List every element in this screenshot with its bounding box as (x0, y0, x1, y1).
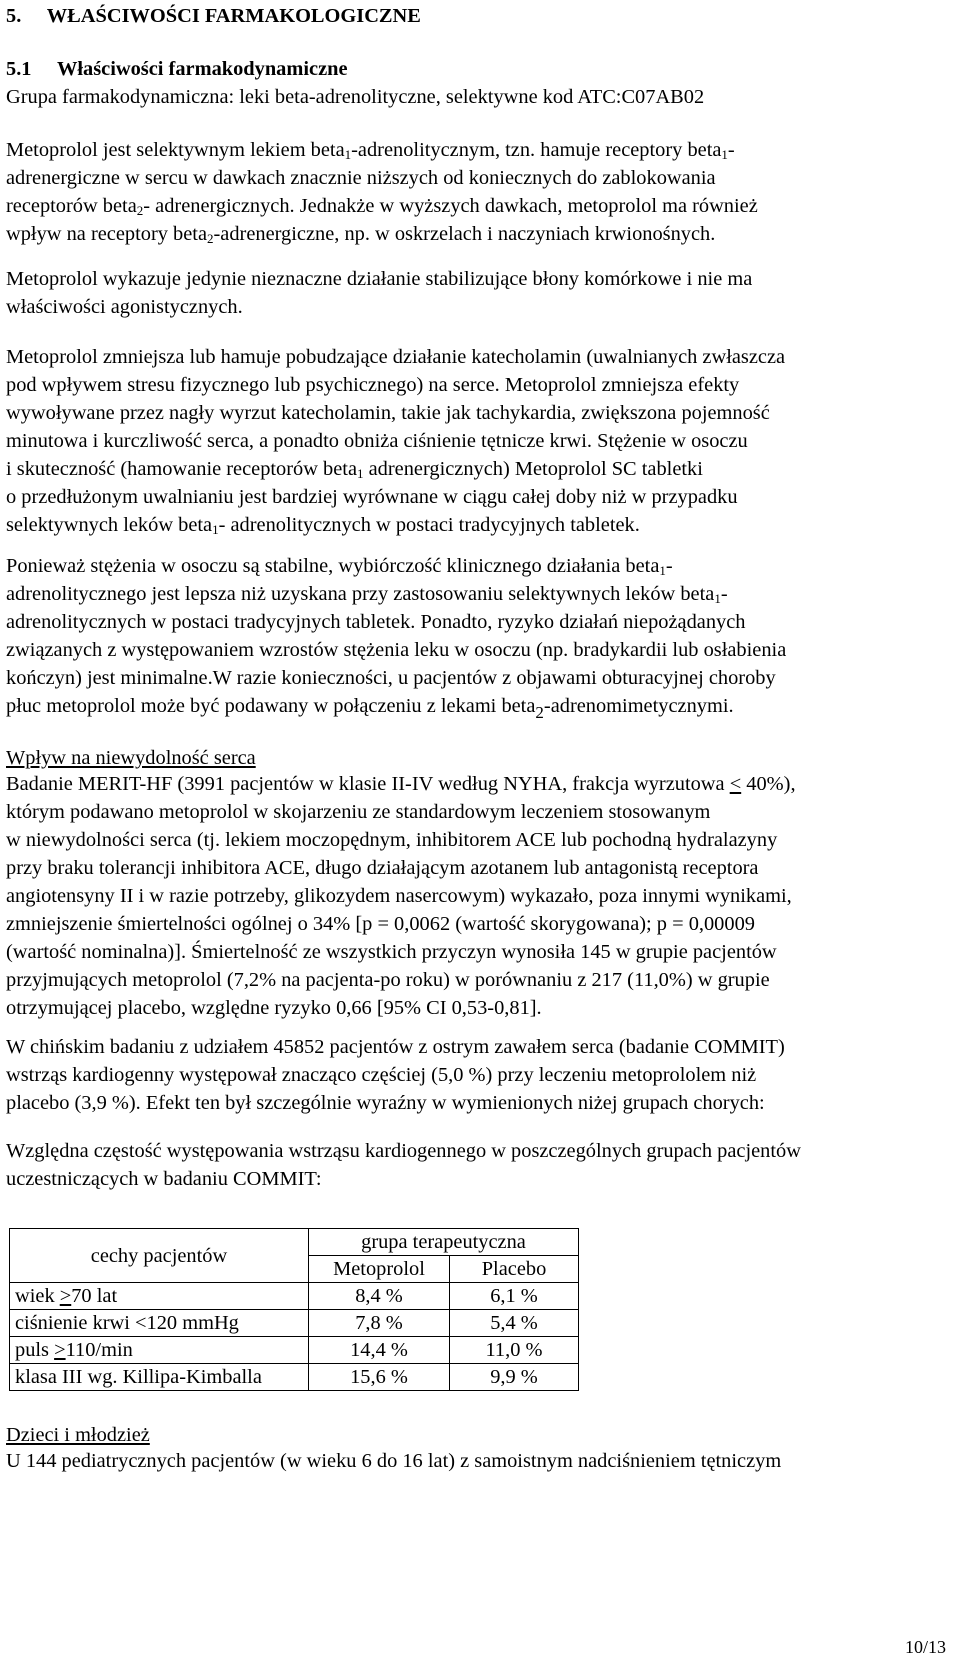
text-line: w niewydolności serca (tj. lekiem moczopędnym, inhibitorem ACE lub pochodną hydralazyny (6, 829, 778, 851)
text-line: angiotensyny II i w razie potrzeby, glikozydem nasercowym) wykazało, poza innymi wynikami, (6, 885, 792, 907)
paragraph-membrane (6, 265, 941, 321)
cell-placebo: 5,4 % (450, 1310, 579, 1337)
heart-failure-heading (6, 744, 941, 772)
cell-metoprolol: 14,4 % (309, 1337, 450, 1364)
text-line: zmniejszenie śmiertelności ogólnej o 34% [p = 0,0062 (wartość skorygowana); p = 0,00009 (6, 913, 755, 935)
table-row (10, 1337, 579, 1364)
paragraph-catecholamines (6, 343, 941, 539)
page-number: 10/13 (904, 1637, 946, 1657)
header-cell-metoprolol: Metoprolol (309, 1256, 450, 1283)
header-cell-group: grupa terapeutyczna (309, 1229, 579, 1256)
text-line: płuc metoprolol może być podawany w połączeniu z lekami beta$_2$-adrenomimetycznymi. (6, 695, 734, 722)
table-row (10, 1364, 579, 1391)
cell-placebo: 11,0 % (450, 1337, 579, 1364)
section-heading: 5. WŁAŚCIWOŚCI FARMAKOLOGICZNE (6, 5, 421, 27)
paragraph-merit-hf (6, 770, 941, 1022)
subsection-heading: 5.1 Właściwości farmakodynamiczne (6, 58, 348, 80)
shock-frequency-table (9, 1228, 579, 1391)
table-row (10, 1310, 579, 1337)
text-line: wpływ na receptory beta$_2$-adrenergiczne, np. w oskrzelach i naczyniach krwionośnych. (6, 223, 716, 246)
text-line: otrzymującej placebo, względne ryzyko 0,66 [95% CI 0,53-0,81]. (6, 997, 542, 1019)
cell-metoprolol: 8,4 % (309, 1283, 450, 1310)
text-line: którym podawano metoprolol w skojarzeniu ze standardowym leczeniem stosowanym (6, 801, 711, 823)
text-line: przyjmujących metoprolol (7,2% na pacjenta-po roku) w porównaniu z 217 (11,0%) w grupie (6, 969, 770, 991)
text-line: przy braku tolerancji inhibitora ACE, długo działającym azotanem lub antagonistą receptora (6, 857, 759, 879)
text-line: kończyn) jest minimalne.W razie konieczności, u pacjentów z objawami obturacyjnej choroby (6, 667, 776, 689)
children-heading (6, 1421, 941, 1449)
text-line: związanych z występowaniem wzrostów stężenia leku w osoczu (np. bradykardii lub osłabienia (6, 639, 787, 661)
text-line: wywoływane przez nagły wyrzut katecholamin, takie jak tachykardia, zwiększona pojemność (6, 402, 770, 424)
text-line: (wartość nominalna)]. Śmiertelność ze wszystkich przyczyn wynosiła 145 w grupie pacjentów (6, 941, 777, 963)
text-line: uczestniczących w badaniu COMMIT: (6, 1168, 322, 1190)
text-line: Grupa farmakodynamiczna: leki beta-adrenolityczne, selektywne kod ATC:C07AB02 (6, 86, 705, 108)
row-label: puls >110/min (10, 1337, 309, 1364)
cell-placebo: 9,9 % (450, 1364, 579, 1391)
text-line: adrenergiczne w sercu w dawkach znacznie niższych od koniecznych do zablokowania (6, 167, 716, 189)
cell-metoprolol: 7,8 % (309, 1310, 450, 1337)
text-line: selektywnych leków beta$_1$- adrenolitycznych w postaci tradycyjnych tabletek. (6, 514, 640, 537)
table-row (10, 1283, 579, 1310)
text-line: Względna częstość występowania wstrząsu kardiogennego w poszczególnych grupach pacjentów (6, 1140, 801, 1162)
text-line: U 144 pediatrycznych pacjentów (w wieku 6 do 16 lat) z samoistnym nadciśnieniem tętniczym (6, 1450, 782, 1472)
paragraph-table-intro (6, 1137, 941, 1193)
text-line: o przedłużonym uwalnianiu jest bardziej wyrównane w ciągu całej doby niż w przypadku (6, 486, 738, 508)
row-label: wiek >70 lat (10, 1283, 309, 1310)
row-label: klasa III wg. Killipa-Kimballa (10, 1364, 309, 1391)
text-line: Metoprolol zmniejsza lub hamuje pobudzające działanie katecholamin (uwalnianych zwłaszcza (6, 346, 786, 368)
paragraph-stability (6, 552, 941, 720)
text-line: adrenolitycznych w postaci tradycyjnych tabletek. Ponadto, ryzyko działań niepożądanych (6, 611, 746, 633)
text-line: adrenolitycznego jest lepsza niż uzyskana przy zastosowaniu selektywnych leków beta$_1$- (6, 583, 728, 606)
text-line: pod wpływem stresu fizycznego lub psychicznego) na serce. Metoprolol zmniejsza efekty (6, 374, 740, 396)
text-line: Metoprolol wykazuje jedynie nieznaczne działanie stabilizujące błony komórkowe i nie ma (6, 268, 753, 290)
paragraph-commit (6, 1033, 941, 1117)
text-line: placebo (3,9 %). Efekt ten był szczególnie wyraźny w wymienionych niżej grupach chorych: (6, 1092, 765, 1114)
text-line: i skuteczność (hamowanie receptorów beta$_1$ adrenergicznych) Metoprolol SC tabletki (6, 458, 703, 481)
table-header-row (10, 1229, 579, 1256)
text-line: minutowa i kurczliwość serca, a ponadto obniża ciśnienie tętnicze krwi. Stężenie w osoczu (6, 430, 748, 452)
text-line: Ponieważ stężenia w osoczu są stabilne, wybiórczość klinicznego działania beta$_1$- (6, 555, 673, 578)
pharmacotherapeutic-group (6, 83, 941, 111)
cell-metoprolol: 15,6 % (309, 1364, 450, 1391)
text-line: Dzieci i młodzież (6, 1424, 150, 1446)
paragraph-selectivity (6, 136, 941, 248)
paragraph-children (6, 1447, 941, 1475)
text-line: W chińskim badaniu z udziałem 45852 pacjentów z ostrym zawałem serca (badanie COMMIT) (6, 1036, 785, 1058)
text-line: właściwości agonistycznych. (6, 296, 243, 318)
text-line: Badanie MERIT-HF (3991 pacjentów w klasie II-IV według NYHA, frakcja wyrzutowa < 40%), (6, 773, 796, 795)
text-line: Wpływ na niewydolność serca (6, 747, 256, 769)
text-line: wstrząs kardiogenny występował znacząco częściej (5,0 %) przy leczeniu metoprololem niż (6, 1064, 757, 1086)
header-cell-placebo: Placebo (450, 1256, 579, 1283)
cell-placebo: 6,1 % (450, 1283, 579, 1310)
text-line: Metoprolol jest selektywnym lekiem beta$_1$-adrenolitycznym, tzn. hamuje receptory beta$_1$- (6, 139, 735, 162)
header-cell-features: cechy pacjentów (10, 1229, 309, 1283)
text-line: receptorów beta$_2$- adrenergicznych. Jednakże w wyższych dawkach, metoprolol ma również (6, 195, 758, 218)
row-label: ciśnienie krwi <120 mmHg (10, 1310, 309, 1337)
